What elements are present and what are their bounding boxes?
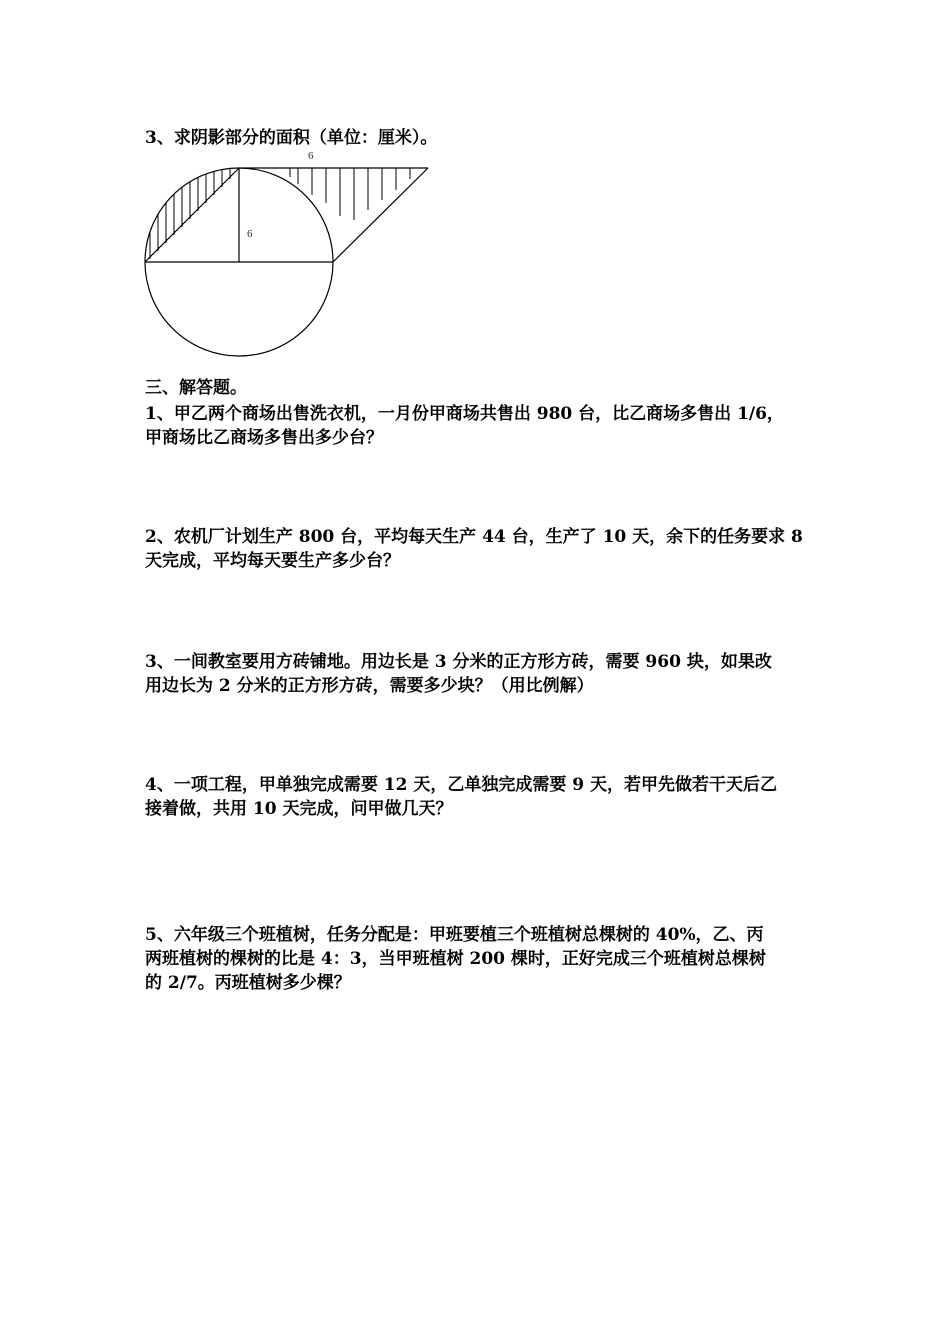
problem-1-line-1: 1、甲乙两个商场出售洗衣机，一月份甲商场共售出 980 台，比乙商场多售出 1/6，	[145, 404, 784, 424]
problem-2-line-1: 2、农机厂计划生产 800 台，平均每天生产 44 台，生产了 10 天，余下的任务要求 8	[145, 527, 803, 547]
problem-3-line-2: 用边长为 2 分米的正方形方砖，需要多少块？（用比例解）	[145, 676, 594, 696]
problem-5-line-1: 5、六年级三个班植树，任务分配是：甲班要植三个班植树总棵树的 40%，乙、丙	[145, 925, 764, 945]
problem-1-line-2: 甲商场比乙商场多售出多少台？	[145, 428, 383, 448]
label-height: 6	[247, 228, 253, 240]
problem-5-line-3: 的 2/7。丙班植树多少棵？	[145, 973, 351, 993]
figure-problem-title: 3、求阴影部分的面积（单位：厘米）。	[145, 128, 438, 148]
problem-3-line-1: 3、一间教室要用方砖铺地。用边长是 3 分米的正方形方砖，需要 960 块，如果改	[145, 652, 772, 672]
problem-4-line-2: 接着做，共用 10 天完成，问甲做几天？	[145, 799, 453, 819]
problem-4-line-1: 4、一项工程，甲单独完成需要 12 天，乙单独完成需要 9 天，若甲先做若干天后乙	[145, 775, 777, 795]
problem-5-line-2: 两班植树的棵树的比是 4：3，当甲班植树 200 棵时，正好完成三个班植树总棵树	[145, 949, 766, 969]
figure-outline	[145, 168, 428, 356]
right-hatch-region	[290, 168, 410, 220]
problem-2-line-2: 天完成，平均每天要生产多少台？	[145, 551, 400, 571]
label-top-length: 6	[308, 150, 314, 162]
section-heading: 三、解答题。	[145, 378, 247, 398]
shaded-area-figure	[140, 145, 440, 365]
